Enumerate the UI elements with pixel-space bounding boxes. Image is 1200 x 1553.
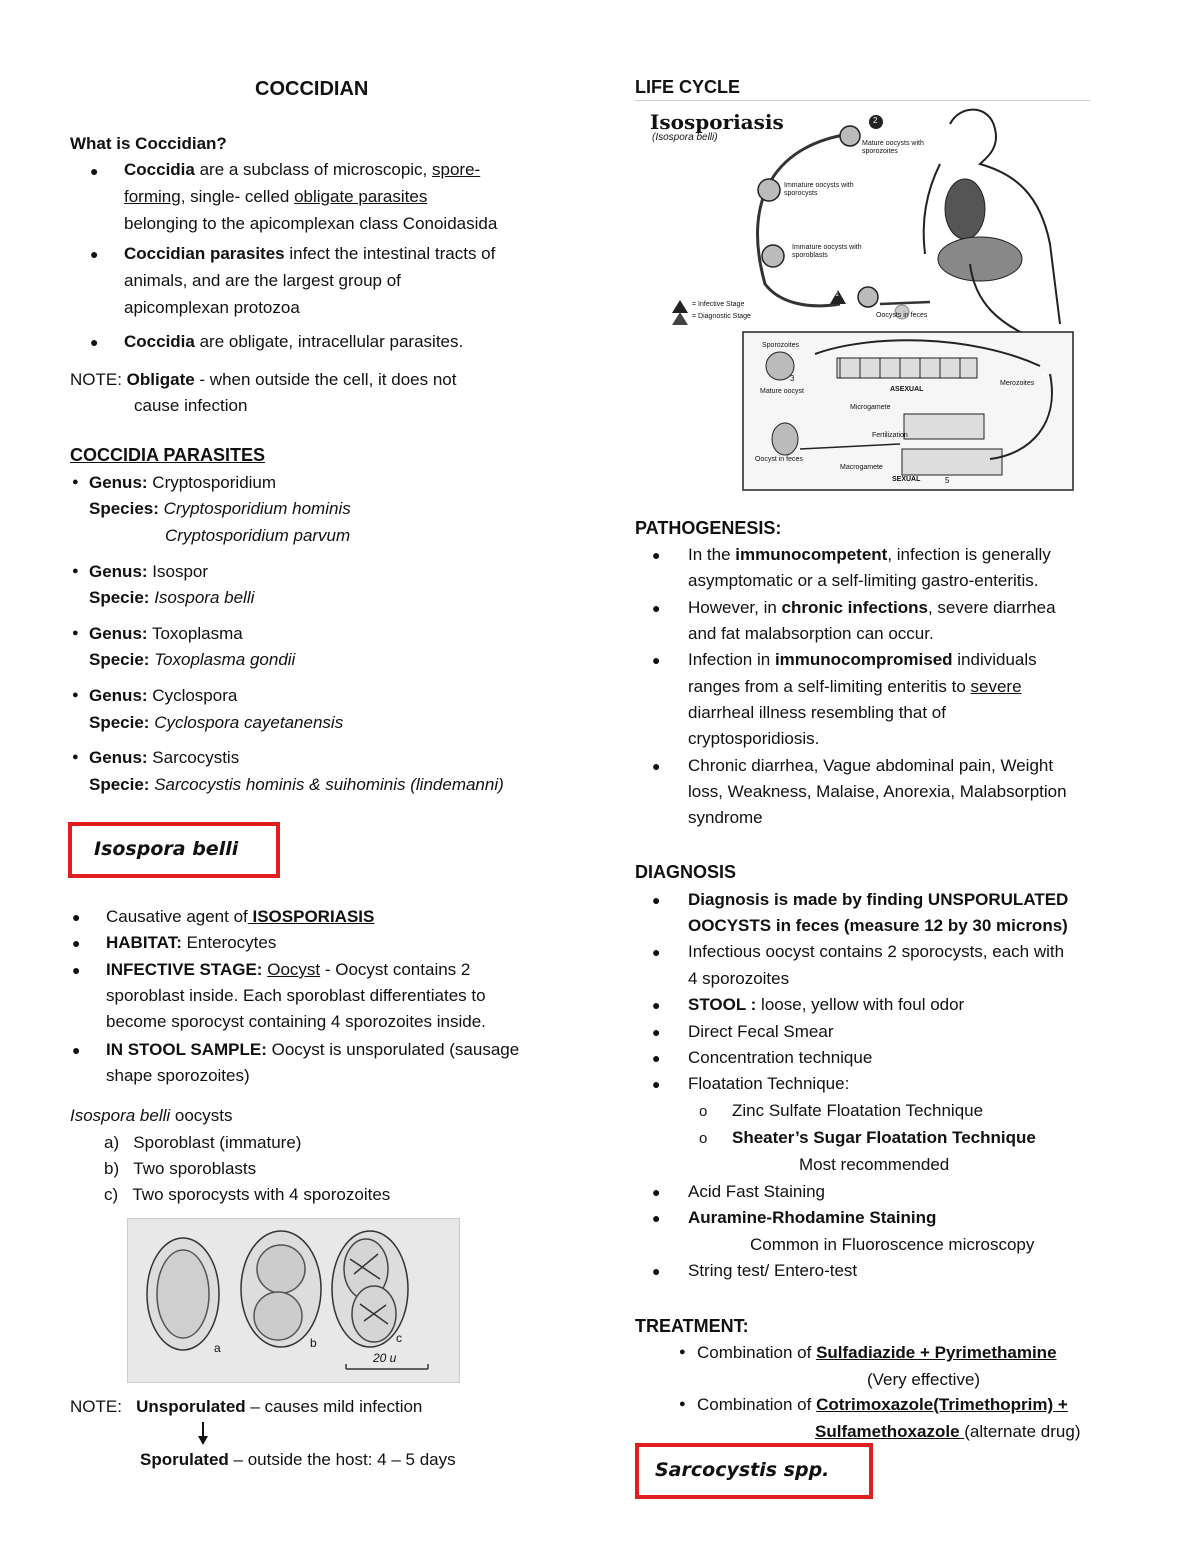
p1-line2: asymptomatic or a self-limiting gastro-enteritis.: [688, 571, 1039, 590]
fig-label-b: b: [310, 1336, 317, 1350]
lc-macrogamete: Macrogamete: [840, 464, 883, 471]
lc-n4: 4: [1042, 370, 1047, 379]
species-2: Specie: Isospora belli: [89, 588, 255, 607]
lc-infective: = Infective Stage: [692, 301, 745, 308]
d6c: Most recommended: [799, 1155, 950, 1174]
lc-mature-oocyst: Mature oocyst: [760, 388, 804, 395]
bullet-icon: ●: [652, 944, 661, 960]
sarcocystis-heading: Sarcocystis spp.: [655, 1459, 830, 1481]
bullet-icon: ●: [90, 246, 99, 262]
b2-line2: animals, and are the largest group of: [124, 271, 401, 290]
b1-line2: forming, single- celled obligate parasites: [124, 187, 428, 206]
bullet-icon: ●: [652, 1263, 661, 1279]
oocyst-item-b: b) Two sporoblasts: [104, 1159, 257, 1178]
iso-stool-2: shape sporozoites): [106, 1066, 250, 1085]
p1-line1: In the immunocompetent, infection is generally: [688, 545, 1051, 564]
d8a: Common in Fluoroscence microscopy: [750, 1235, 1035, 1254]
lc-subtitle: (Isospora belli): [652, 132, 718, 143]
b3-line1: Coccidia are obligate, intracellular parasites.: [124, 332, 464, 351]
bullet-icon: ●: [652, 1210, 661, 1226]
lc-microgamete: Microgamete: [850, 404, 891, 411]
bullet-icon: ●: [652, 652, 661, 668]
b2-line1: Coccidian parasites infect the intestinal tracts of: [124, 244, 496, 263]
bullet-icon: ●: [72, 476, 79, 488]
divider: [635, 100, 1090, 101]
bullet-icon: ●: [652, 547, 661, 563]
lc-diagnostic: = Diagnostic Stage: [692, 313, 751, 320]
d6a: Zinc Sulfate Floatation Technique: [732, 1101, 984, 1120]
genus-1: Genus: Cryptosporidium: [89, 473, 277, 492]
species-1: Species: Cryptosporidium hominis: [89, 499, 351, 518]
d5: Concentration technique: [688, 1048, 873, 1067]
d7: Acid Fast Staining: [688, 1182, 826, 1201]
iso-infective-2: sporoblast inside. Each sporoblast differentiates to: [106, 986, 486, 1005]
note2-line2: Sporulated – outside the host: 4 – 5 days: [140, 1450, 456, 1469]
lc-feces2: Oocyst in feces: [755, 456, 803, 463]
isospora-heading-box: [68, 822, 280, 878]
b1-line3: belonging to the apicomplexan class Conoidasida: [124, 214, 498, 233]
d1-line1: Diagnosis is made by finding UNSPORULATED: [688, 890, 1069, 909]
iso-cause: Causative agent of ISOSPORIASIS: [106, 907, 375, 926]
p4-line3: syndrome: [688, 808, 763, 827]
note1-line2: cause infection: [134, 396, 248, 415]
bullet-icon: ●: [652, 997, 661, 1013]
oocyst-drawing: [128, 1219, 459, 1382]
d2-line1: Infectious oocyst contains 2 sporocysts, each with: [688, 942, 1065, 961]
bullet-icon: ●: [72, 962, 81, 978]
treatment-heading: TREATMENT:: [635, 1316, 749, 1336]
lc-n2: 2: [873, 116, 878, 125]
bullet-icon: ●: [652, 1050, 661, 1066]
bullet-icon: ●: [652, 600, 661, 616]
oocyst-figure: [127, 1218, 460, 1383]
bullet-icon: ●: [652, 1184, 661, 1200]
lc-n1: 1: [835, 291, 839, 298]
lc-n3: 3: [790, 374, 795, 383]
lc-n5: 5: [945, 476, 950, 485]
lc-feces: Oocysts in feces: [876, 312, 928, 319]
bullet-icon: ●: [72, 1042, 81, 1058]
down-arrow-icon: [196, 1421, 210, 1447]
d6: Floatation Technique:: [688, 1074, 850, 1093]
bullet-icon: ●: [90, 334, 99, 350]
fig-scale: 20 u: [373, 1351, 397, 1365]
note1-line1: NOTE: Obligate - when outside the cell, it does not: [70, 370, 457, 389]
lc-sexual: SEXUAL: [892, 476, 921, 483]
species-3: Specie: Toxoplasma gondii: [89, 650, 296, 669]
bullet-icon: ●: [679, 1398, 686, 1410]
bullet-icon: ●: [72, 689, 79, 701]
p4-line2: loss, Weakness, Malaise, Anorexia, Malabsorption: [688, 782, 1067, 801]
t2-line1: Combination of Cotrimoxazole(Trimethoprim) +: [697, 1395, 1068, 1414]
bullet-icon: ●: [72, 627, 79, 639]
species-1b: Cryptosporidium parvum: [165, 526, 351, 545]
pathogenesis-heading: PATHOGENESIS:: [635, 518, 782, 538]
oocyst-item-c: c) Two sporocysts with 4 sporozoites: [104, 1185, 391, 1204]
t2-line2: Sulfamethoxazole (alternate drug): [815, 1422, 1081, 1441]
lc-fertilization: Fertilization: [872, 432, 908, 439]
iso-infective: INFECTIVE STAGE: Oocyst - Oocyst contains 2: [106, 960, 471, 979]
lifecycle-heading: LIFE CYCLE: [635, 77, 741, 97]
genus-3: Genus: Toxoplasma: [89, 624, 243, 643]
bullet-icon: ●: [72, 909, 81, 925]
bullet-icon: ●: [652, 1076, 661, 1092]
oocysts-heading: Isospora belli oocysts: [70, 1106, 233, 1125]
bullet-icon: ●: [72, 565, 79, 577]
p3-line2: ranges from a self-limiting enteritis to severe: [688, 677, 1022, 696]
species-4: Specie: Cyclospora cayetanensis: [89, 713, 344, 732]
bullet-icon: ●: [652, 892, 661, 908]
iso-stool: IN STOOL SAMPLE: Oocyst is unsporulated (sausage: [106, 1040, 520, 1059]
t1-line2: (Very effective): [867, 1370, 981, 1389]
bullet-icon: ●: [679, 1346, 686, 1358]
sarcocystis-heading-box: [635, 1443, 873, 1499]
iso-infective-3: become sporocyst containing 4 sporozoites inside.: [106, 1012, 486, 1031]
lifecycle-diagram: [640, 104, 1090, 494]
bullet-icon: ●: [652, 1024, 661, 1040]
lc-drawing: [640, 104, 1090, 494]
t1-line1: Combination of Sulfadiazide + Pyrimethamine: [697, 1343, 1057, 1362]
genus-5: Genus: Sarcocystis: [89, 748, 240, 767]
diagnosis-heading: DIAGNOSIS: [635, 862, 737, 882]
d8: Auramine-Rhodamine Staining: [688, 1208, 937, 1227]
bullet-icon: ●: [652, 758, 661, 774]
d1-line2: OOCYSTS in feces (measure 12 by 30 microns): [688, 916, 1068, 935]
b1-line1: Coccidia are a subclass of microscopic, spore-: [124, 160, 481, 179]
lc-mature: Mature oocysts with sporozoites: [862, 140, 924, 155]
page-title: COCCIDIAN: [255, 78, 369, 100]
species-5: Specie: Sarcocystis hominis & suihominis (lindemanni): [89, 775, 504, 794]
d3: STOOL : loose, yellow with foul odor: [688, 995, 965, 1014]
what-heading: What is Coccidian?: [70, 134, 227, 153]
p3-line3: diarrheal illness resembling that of: [688, 703, 946, 722]
circle-bullet-icon: o: [699, 1103, 708, 1120]
d9: String test/ Entero-test: [688, 1261, 858, 1280]
iso-habitat: HABITAT: Enterocytes: [106, 933, 277, 952]
circle-bullet-icon: o: [699, 1130, 708, 1147]
fig-label-c: c: [396, 1331, 402, 1345]
lc-immature2: Immature oocysts with sporoblasts: [792, 244, 862, 259]
genus-2: Genus: Isospor: [89, 562, 209, 581]
d2-line2: 4 sporozoites: [688, 969, 790, 988]
d6b: Sheater’s Sugar Floatation Technique: [732, 1128, 1036, 1147]
lc-sporozoites: Sporozoites: [762, 342, 799, 349]
p2-line1: However, in chronic infections, severe diarrhea: [688, 598, 1056, 617]
lc-merozoites: Merozoites: [1000, 380, 1035, 387]
fig-label-a: a: [214, 1341, 221, 1355]
parasites-heading: COCCIDIA PARASITES: [70, 445, 266, 465]
lc-asexual: ASEXUAL: [890, 386, 924, 393]
b2-line3: apicomplexan protozoa: [124, 298, 300, 317]
p3-line4: cryptosporidiosis.: [688, 729, 820, 748]
bullet-icon: ●: [72, 751, 79, 763]
p4-line1: Chronic diarrhea, Vague abdominal pain, Weight: [688, 756, 1054, 775]
d4: Direct Fecal Smear: [688, 1022, 834, 1041]
isospora-heading: Isospora belli: [94, 838, 239, 860]
bullet-icon: ●: [90, 163, 99, 179]
lc-immature1: Immature oocysts with sporocysts: [784, 182, 854, 197]
bullet-icon: ●: [72, 935, 81, 951]
note2-line1: NOTE: Unsporulated – causes mild infection: [70, 1397, 423, 1416]
genus-4: Genus: Cyclospora: [89, 686, 238, 705]
p2-line2: and fat malabsorption can occur.: [688, 624, 934, 643]
lc-title: Isosporiasis: [650, 110, 784, 134]
p3-line1: Infection in immunocompromised individuals: [688, 650, 1037, 669]
oocyst-item-a: a) Sporoblast (immature): [104, 1133, 302, 1152]
